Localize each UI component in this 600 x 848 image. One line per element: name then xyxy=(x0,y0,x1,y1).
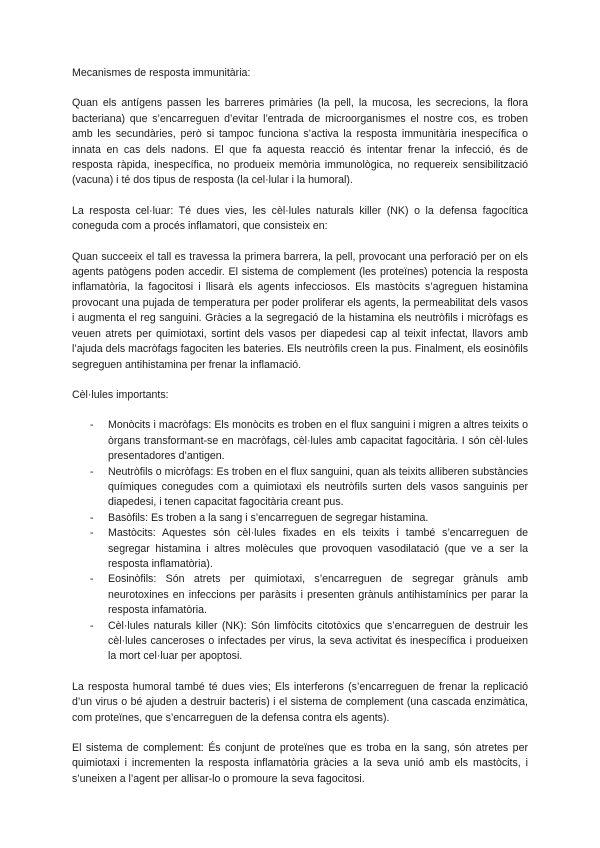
list-item-text: Monòcits i macròfags: Els monòcits es troben en el flux sanguini i migren a altres teixits o òrgans transformant-se en macròfags, cèl·lules amb capacitat fagocitària. I són cèl·lules presentadores d’antigen. xyxy=(108,419,528,463)
list-item-basofils xyxy=(72,511,528,526)
humoral-response-paragraph: La resposta humoral també té dues vies; Els interferons (s’encarreguen de frenar la replicació d’un virus o bé ajuden a destruir bacteris) i el sistema de complement (una cascada enzimàtica, com proteïnes, que s’encarreguen de la defensa contra els agents). xyxy=(72,680,528,724)
document-title: Mecanismes de resposta immunitària: xyxy=(72,67,251,79)
list-item-eosinofils xyxy=(72,572,528,618)
list-item-monocits xyxy=(72,418,528,464)
list-item-text: Neutròfils o micròfags: Es troben en el flux sanguini, quan als teixits alliberen substàncies químiques conegudes com a quimiotaxi els neutròfils surten dels vasos sanguinis per diapedesi, i tenen capacitat fagocitària creant pus. xyxy=(108,465,528,509)
important-cells-heading: Cèl·lules importants: xyxy=(72,388,169,401)
important-cells-list xyxy=(72,418,528,665)
bullet-dash: - xyxy=(90,573,94,586)
bullet-dash: - xyxy=(90,465,94,478)
intro-paragraph: Quan els antígens passen les barreres primàries (la pell, la mucosa, les secrecions, la flora bacteriana) que s’encarreguen d’evitar l’entrada de microorganismes el nostre cos, es troben amb les secundàries, però si tampoc funciona s’activa la resposta immunitària inespecífica o innata en cas dels nadons. El que fa aquesta reacció és intentar frenar la infecció, és de resposta ràpida, inespecífica, no produeix memòria immunològica, no requereix sensibilització (vacuna) i té dos tipus de resposta (la cel·lular i la humoral). xyxy=(72,97,528,187)
bullet-dash: - xyxy=(90,527,94,540)
list-item-text: Cèl·lules naturals killer (NK): Són limfòcits citotòxics que s’encarreguen de destruir les cèl·lules canceroses o infectades per virus, la seva activitat és inespecífica i produeixen la mort cel·luar per apoptosi. xyxy=(108,619,528,663)
inflammatory-process-paragraph: Quan succeeix el tall es travessa la primera barrera, la pell, provocant una perforació per on els agents patògens poden accedir. El sistema de complement (les proteïnes) potencia la resposta inflamatòria, la fagocitosi i llisarà els agents infecciosos. Els mastòcits s’agreguen histamina provocant una pujada de temperatura per poder proliferar els agents, la permeabilitat dels vasos i augmenta el reg sanguini. Gràcies a la segregació de la histamina els neutròfils i micròfags es veuen atrets per quimiotaxi, sortint dels vasos per diapedesi cap al teixit infectat, llavors amb l’ajuda dels macròfags fagociten les bateries. Els neutròfils creen la pus. Finalment, els eosinòfils segreguen antihistamina per frenar la inflamació. xyxy=(72,250,528,371)
list-item-text: Basòfils: Es troben a la sang i s’encarreguen de segregar histamina. xyxy=(108,511,429,524)
list-item-text: Mastòcits: Aquestes són cèl·lules fixades en els teixits i també s’encarreguen de segregar histamina i altres molècules que provoquen vasodilatació (que ve a ser la resposta inflamatòria). xyxy=(108,527,528,570)
cellular-response-paragraph: La resposta cel·luar: Té dues vies, les cèl·lules naturals killer (NK) o la defensa fagocítica coneguda com a procés inflamatori, que consisteix en: xyxy=(72,204,528,233)
complement-system-paragraph: El sistema de complement: És conjunt de proteïnes que es troba en la sang, són atretes per quimiotaxi i incrementen la resposta inflamatòria gràcies a la seva unió amb els mastòcits, i s’uneixen a l’agent per allisar-lo o promoure la seva fagocitosi. xyxy=(72,742,528,785)
bullet-dash: - xyxy=(90,419,94,432)
list-item-text: Eosinòfils: Són atrets per quimiotaxi, s’encarreguen de segregar grànuls amb neurotoxines en infeccions per paràsits i presenten grànuls antihistamínics per parar la resposta infamatòria. xyxy=(108,573,528,617)
list-item-mastocits xyxy=(72,526,528,572)
list-item-nk-cells xyxy=(72,619,528,665)
document-page xyxy=(72,66,528,802)
list-item-neutrofils xyxy=(72,465,528,511)
bullet-dash: - xyxy=(90,511,94,524)
bullet-dash: - xyxy=(90,619,94,632)
